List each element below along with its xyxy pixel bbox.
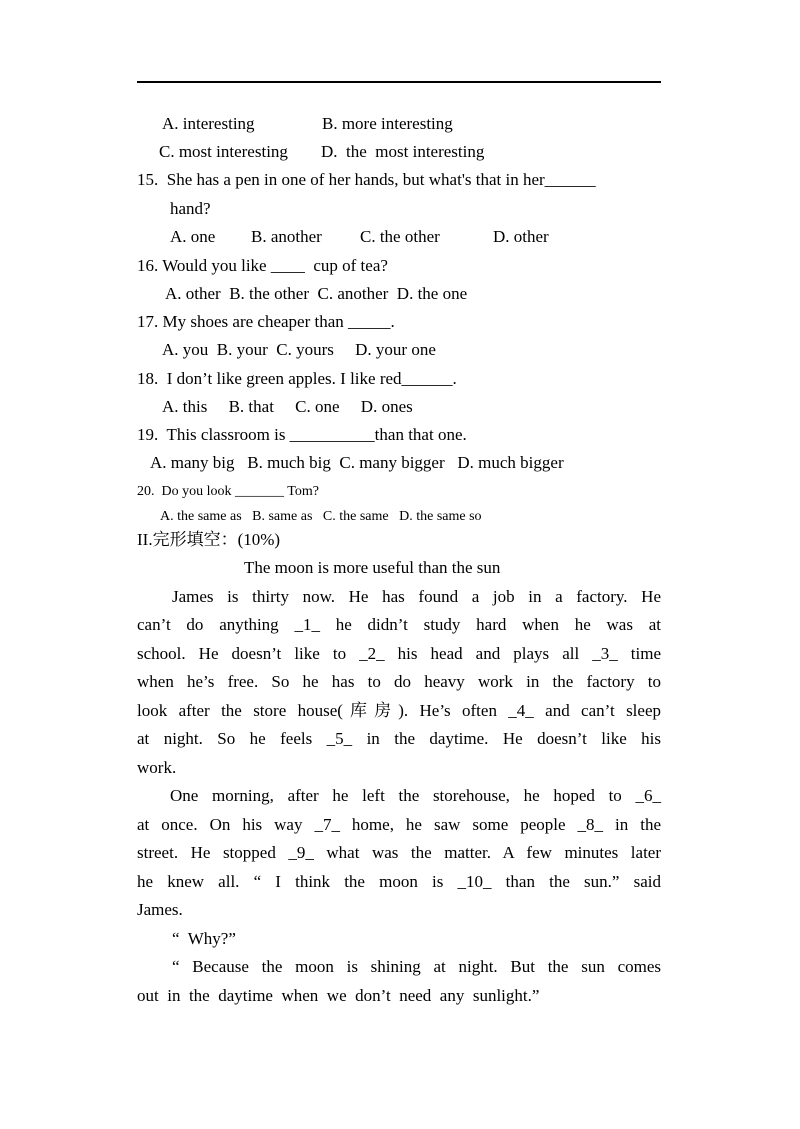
q14-option-a: A. interesting	[162, 114, 255, 133]
q20-text: 20. Do you look _______ Tom?	[137, 484, 319, 499]
q16-options: A. other B. the other C. another D. the one	[165, 284, 468, 303]
passage-line: can’t do anything _1_ he didn’t study hard when he was at	[137, 615, 661, 634]
q15-option-a: A. one	[170, 227, 216, 246]
q14-option-b: B. more interesting	[322, 114, 453, 133]
passage-line: at once. On his way _7_ home, he saw some people _8_ in the	[137, 815, 661, 834]
passage-line: look after the store house(库房). He’s often _4_ and can’t sleep	[137, 701, 661, 720]
q14-option-d: D. the most interesting	[321, 142, 485, 161]
passage-line: school. He doesn’t like to _2_ his head and plays all _3_ time	[137, 644, 661, 663]
passage-line: out in the daytime when we don’t need any sunlight.”	[137, 986, 540, 1005]
q15-option-c: C. the other	[360, 227, 440, 246]
q19-text: 19. This classroom is __________than that one.	[137, 425, 467, 444]
passage-line: One morning, after he left the storehouse, he hoped to _6_	[170, 786, 661, 805]
passage-title: The moon is more useful than the sun	[244, 558, 501, 577]
q17-text: 17. My shoes are cheaper than _____.	[137, 312, 395, 331]
q15-option-d: D. other	[493, 227, 549, 246]
passage-line: at night. So he feels _5_ in the daytime. He doesn’t like his	[137, 729, 661, 748]
passage-line: he knew all. “ I think the moon is _10_ than the sun.” said	[137, 872, 661, 891]
passage-line: street. He stopped _9_ what was the matter. A few minutes later	[137, 843, 661, 862]
passage-line: work.	[137, 758, 177, 777]
q15-text: 15. She has a pen in one of her hands, but what's that in her______	[137, 170, 596, 189]
q17-options: A. you B. your C. yours D. your one	[162, 340, 436, 359]
section-2-heading: II.完形填空：(10%)	[137, 530, 281, 549]
q14-option-c: C. most interesting	[159, 142, 288, 161]
q20-options: A. the same as B. same as C. the same D. the same so	[160, 509, 482, 524]
q15-option-b: B. another	[251, 227, 322, 246]
q18-text: 18. I don’t like green apples. I like red______.	[137, 369, 457, 388]
q19-options: A. many big B. much big C. many bigger D. much bigger	[150, 453, 564, 472]
passage-line: James.	[137, 900, 183, 919]
q16-text: 16. Would you like ____ cup of tea?	[137, 256, 388, 275]
passage-line: when he’s free. So he has to do heavy work in the factory to	[137, 672, 661, 691]
passage-line: James is thirty now. He has found a job in a factory. He	[172, 587, 661, 606]
q18-options: A. this B. that C. one D. ones	[162, 397, 413, 416]
q15-text-cont: hand?	[170, 199, 211, 218]
header-rule	[137, 81, 661, 83]
passage-line: “ Because the moon is shining at night. But the sun comes	[172, 957, 661, 976]
passage-line: “ Why?”	[172, 929, 236, 948]
